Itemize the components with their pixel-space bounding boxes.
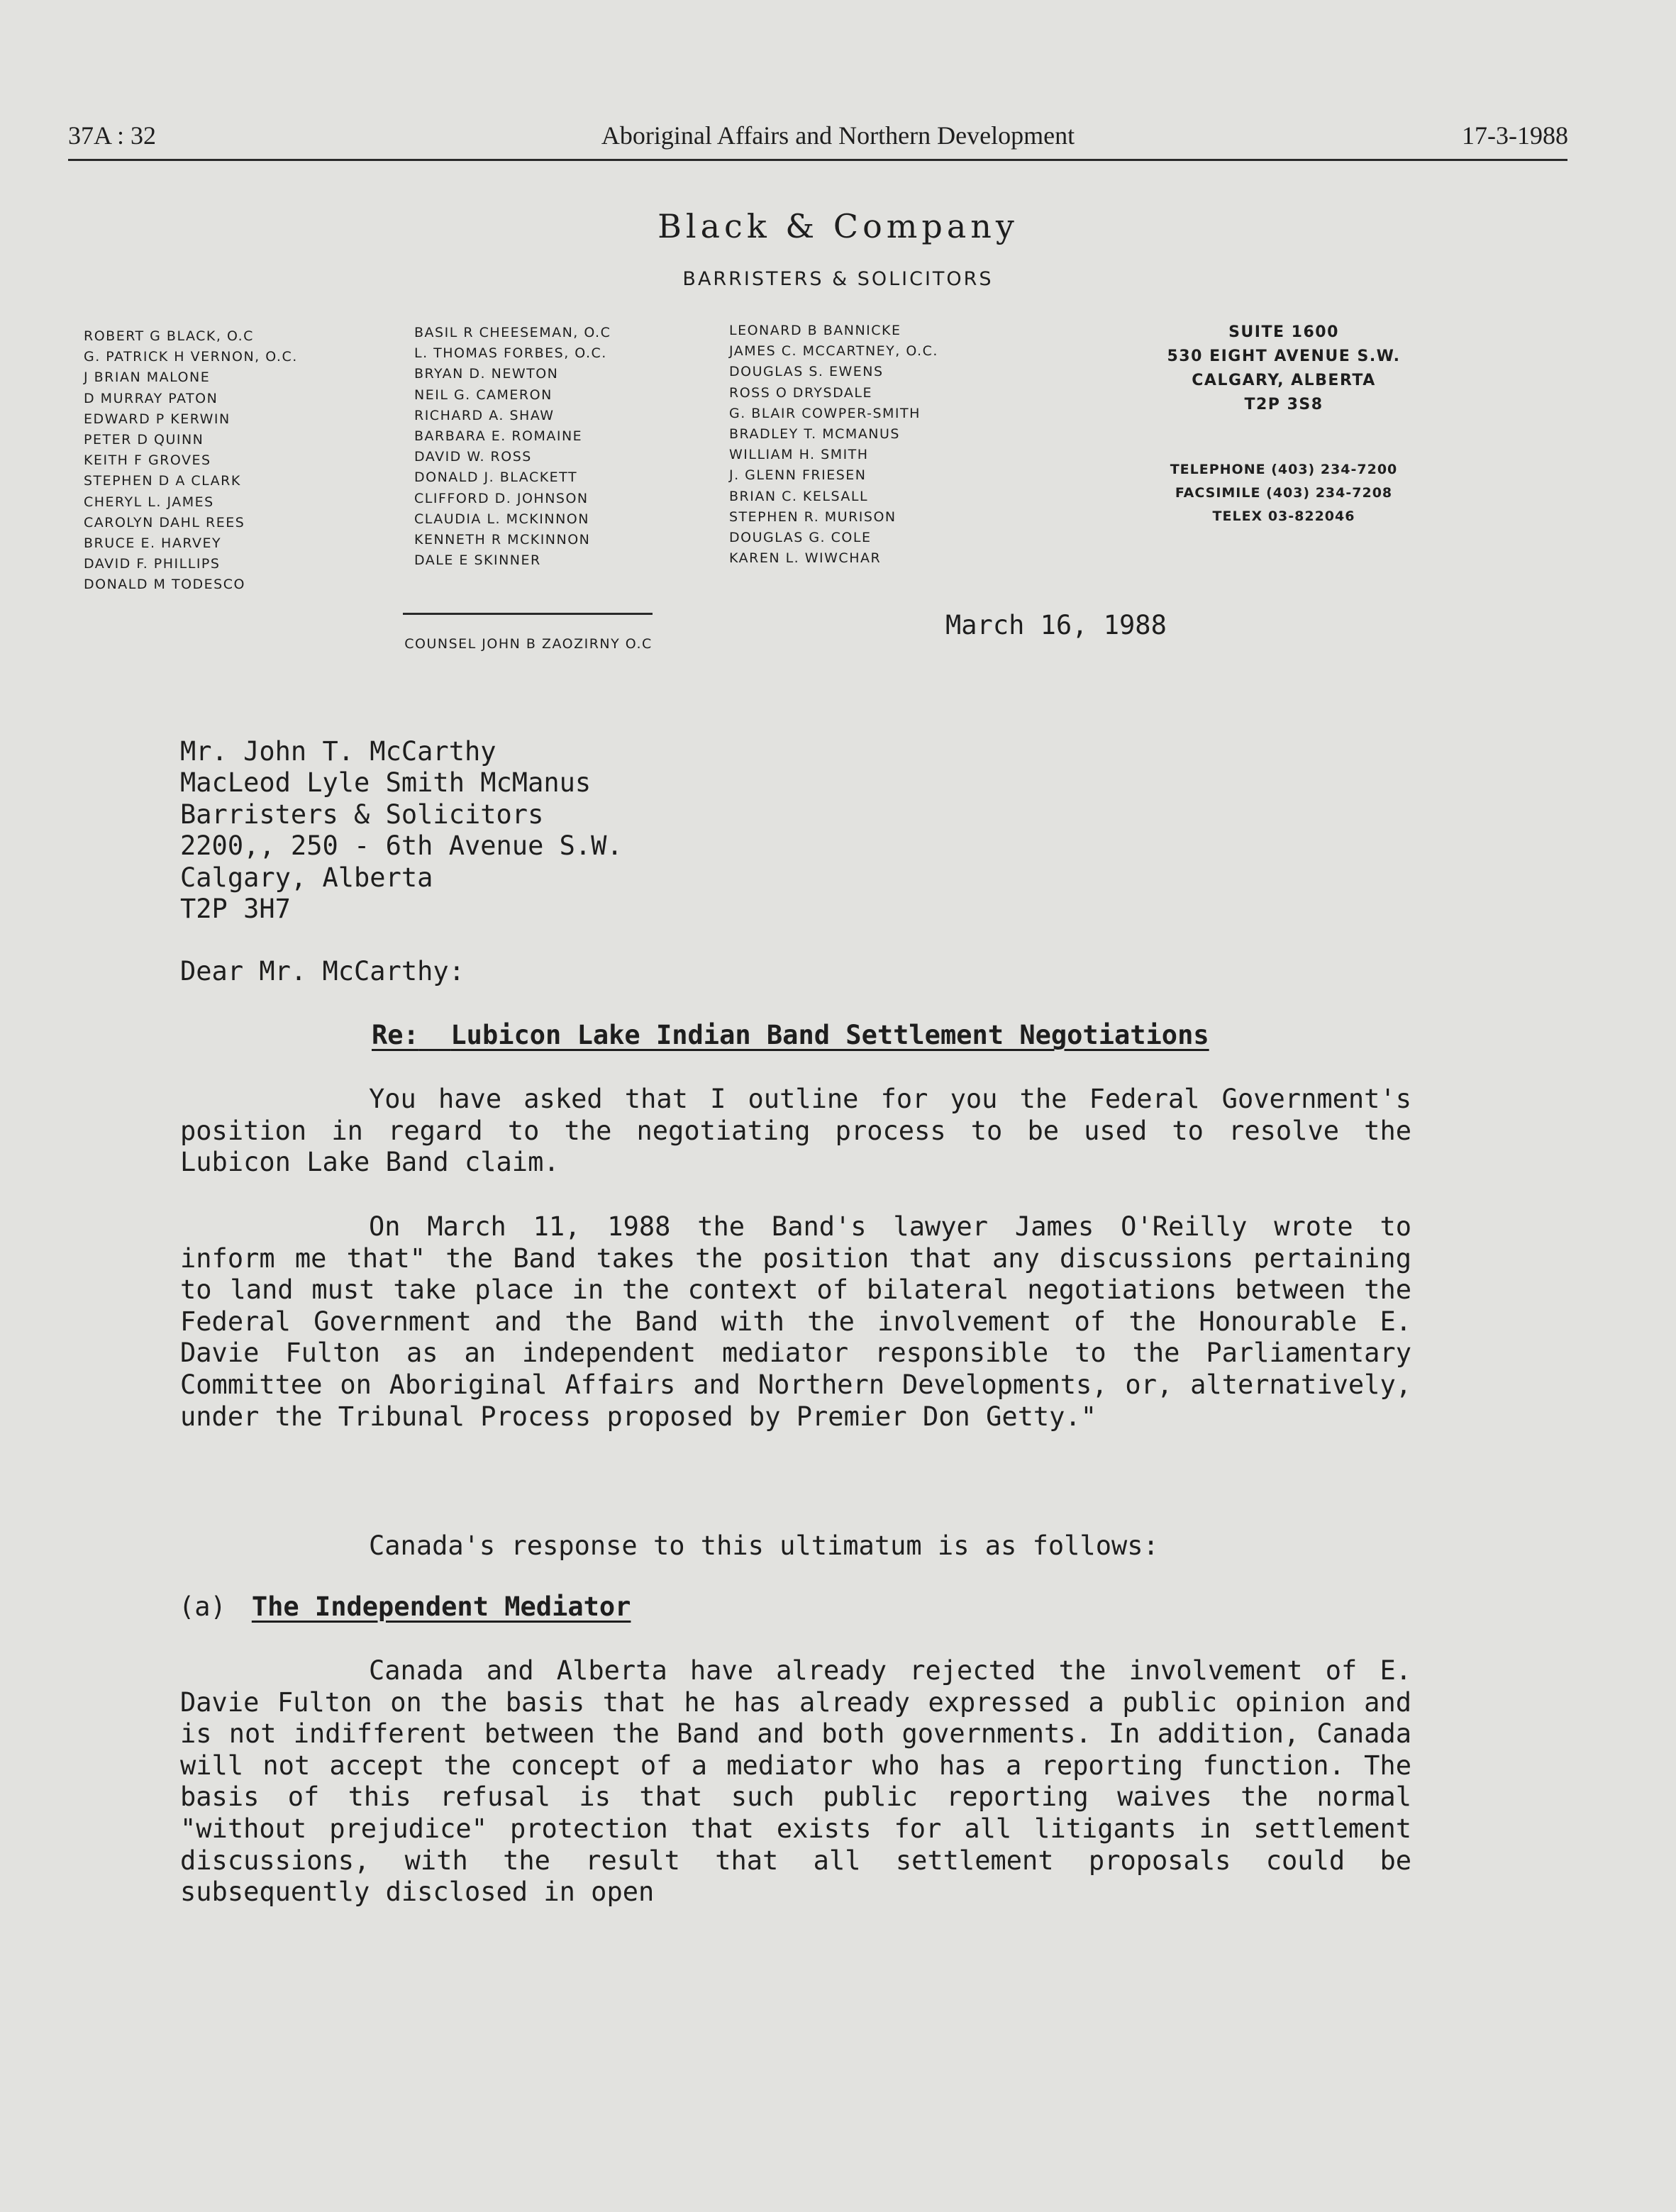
partner-name: KAREN L. WIWCHAR (729, 550, 882, 567)
counsel-divider (403, 613, 653, 615)
address-line: SUITE 1600 (1228, 323, 1339, 341)
partner-name: J. GLENN FRIESEN (729, 467, 867, 484)
address-line: CALGARY, ALBERTA (1192, 372, 1376, 389)
page-number: 37A : 32 (68, 121, 157, 150)
addressee-line: MacLeod Lyle Smith McManus (180, 767, 592, 799)
addressee-line: Mr. John T. McCarthy (180, 736, 496, 767)
paragraph-1 (180, 1084, 1411, 1179)
partner-name: G. PATRICK H VERNON, O.C. (84, 349, 298, 365)
partner-name: ROBERT G BLACK, O.C (84, 328, 254, 344)
section-label: (a) (179, 1591, 226, 1622)
paragraph-4-text: Canada and Alberta have already rejected the involvement of E. Davie Fulton on the basis that he has already expressed a public opinion and is not indifferent between the Band and both governments. In addition, Canada will not accept the concept of a mediator who has a reporting function. The basis of this refusal is that such public reporting waives the normal "without prejudice" protection that exists for all litigants in settlement discussions, with the result that all settlement proposals could be subsequently disclosed in open (180, 1655, 1411, 1908)
telephone: TELEPHONE (403) 234-7200 (1170, 462, 1398, 477)
partner-name: DALE E SKINNER (414, 552, 541, 569)
partner-name: RICHARD A. SHAW (414, 407, 555, 423)
partner-name: STEPHEN R. MURISON (729, 508, 897, 525)
partner-name: J BRIAN MALONE (84, 369, 211, 386)
partner-name: CAROLYN DAHL REES (84, 514, 245, 530)
partners-column-3 (729, 321, 938, 569)
header-rule (68, 159, 1567, 161)
addressee-block (180, 736, 623, 925)
addressee-line: Calgary, Alberta (180, 862, 433, 893)
counsel: COUNSEL JOHN B ZAOZIRNY O.C (404, 636, 653, 652)
partner-name: G. BLAIR COWPER-SMITH (729, 405, 921, 421)
address-line: 530 EIGHT AVENUE S.W. (1167, 348, 1401, 365)
partner-name: CLAUDIA L. MCKINNON (414, 511, 589, 527)
partner-name: L. THOMAS FORBES, O.C. (414, 345, 607, 362)
paragraph-2-text: On March 11, 1988 the Band's lawyer James O'Reilly wrote to inform me that" the Band takes the position that any discussions pertaining to land must take place in the context of bilateral negotiations between the Federal Government and the Band with the involvement of the Honourable E. Davie Fulton as an independent mediator responsible to the Parliamentary Committee on Aboriginal Affairs and Northern Developments, or, alternatively, under the Tribunal Process proposed by Premier Don Getty." (180, 1211, 1411, 1432)
paragraph-2 (180, 1211, 1411, 1433)
address-line: T2P 3S8 (1244, 396, 1323, 413)
partner-name: CHERYL L. JAMES (84, 494, 214, 510)
telex: TELEX 03-822046 (1212, 508, 1355, 524)
page-header-title: Aboriginal Affairs and Northern Development (601, 121, 1075, 150)
partner-name: BASIL R CHEESEMAN, O.C (414, 325, 611, 340)
subject-text: Lubicon Lake Indian Band Settlement Negotiations (450, 1020, 1209, 1050)
page-header-date: 17-3-1988 (1462, 121, 1568, 150)
partner-name: PETER D QUINN (84, 432, 204, 448)
partner-name: EDWARD P KERWIN (84, 411, 231, 427)
partner-name: STEPHEN D A CLARK (84, 473, 241, 489)
salutation: Dear Mr. McCarthy: (180, 956, 465, 986)
section-title: The Independent Mediator (251, 1591, 631, 1622)
partner-name: CLIFFORD D. JOHNSON (414, 490, 589, 506)
partner-name: DOUGLAS S. EWENS (729, 364, 884, 380)
partner-name: BRUCE E. HARVEY (84, 535, 222, 552)
subject-label: Re: (372, 1020, 419, 1050)
firm-name: Black & Company (657, 207, 1019, 245)
partner-name: KENNETH R MCKINNON (414, 532, 591, 548)
partner-name: ROSS O DRYSDALE (729, 384, 872, 401)
paragraph-3-text: Canada's response to this ultimatum is as follows: (369, 1530, 1159, 1561)
partner-name: LEONARD B BANNICKE (729, 323, 901, 338)
partners-column-1 (84, 326, 298, 596)
addressee-line: T2P 3H7 (180, 894, 291, 925)
partner-name: DONALD M TODESCO (84, 577, 245, 593)
paragraph-3 (180, 1530, 1411, 1562)
partner-name: D MURRAY PATON (84, 390, 218, 406)
partner-name: NEIL G. CAMERON (414, 387, 553, 403)
partner-name: DONALD J. BLACKETT (414, 469, 578, 486)
facsimile: FACSIMILE (403) 234-7208 (1175, 485, 1393, 501)
firm-contact (1142, 458, 1426, 528)
paragraph-4 (180, 1655, 1411, 1908)
partner-name: DAVID F. PHILLIPS (84, 556, 221, 572)
partner-name: BRIAN C. KELSALL (729, 488, 869, 504)
subject-line (372, 1020, 1209, 1050)
partner-name: DOUGLAS G. COLE (729, 530, 872, 546)
addressee-line: Barristers & Solicitors (180, 799, 544, 830)
partner-name: KEITH F GROVES (84, 452, 211, 469)
addressee-line: 2200,, 250 - 6th Avenue S.W. (180, 830, 623, 862)
paragraph-1-text: You have asked that I outline for you the Federal Government's position in regard to the negotiating process to be used to resolve the Lubicon Lake Band claim. (180, 1084, 1411, 1178)
partner-name: BARBARA E. ROMAINE (414, 428, 583, 445)
partner-name: WILLIAM H. SMITH (729, 447, 869, 463)
partner-name: BRYAN D. NEWTON (414, 366, 559, 382)
partners-column-2 (414, 323, 611, 571)
firm-subtitle: BARRISTERS & SOLICITORS (682, 268, 994, 290)
letter-date: March 16, 1988 (945, 610, 1167, 640)
firm-address (1142, 321, 1426, 417)
partner-name: BRADLEY T. MCMANUS (729, 426, 900, 443)
partner-name: DAVID W. ROSS (414, 449, 532, 465)
partner-name: JAMES C. MCCARTNEY, O.C. (729, 343, 938, 360)
section-heading (179, 1591, 631, 1622)
